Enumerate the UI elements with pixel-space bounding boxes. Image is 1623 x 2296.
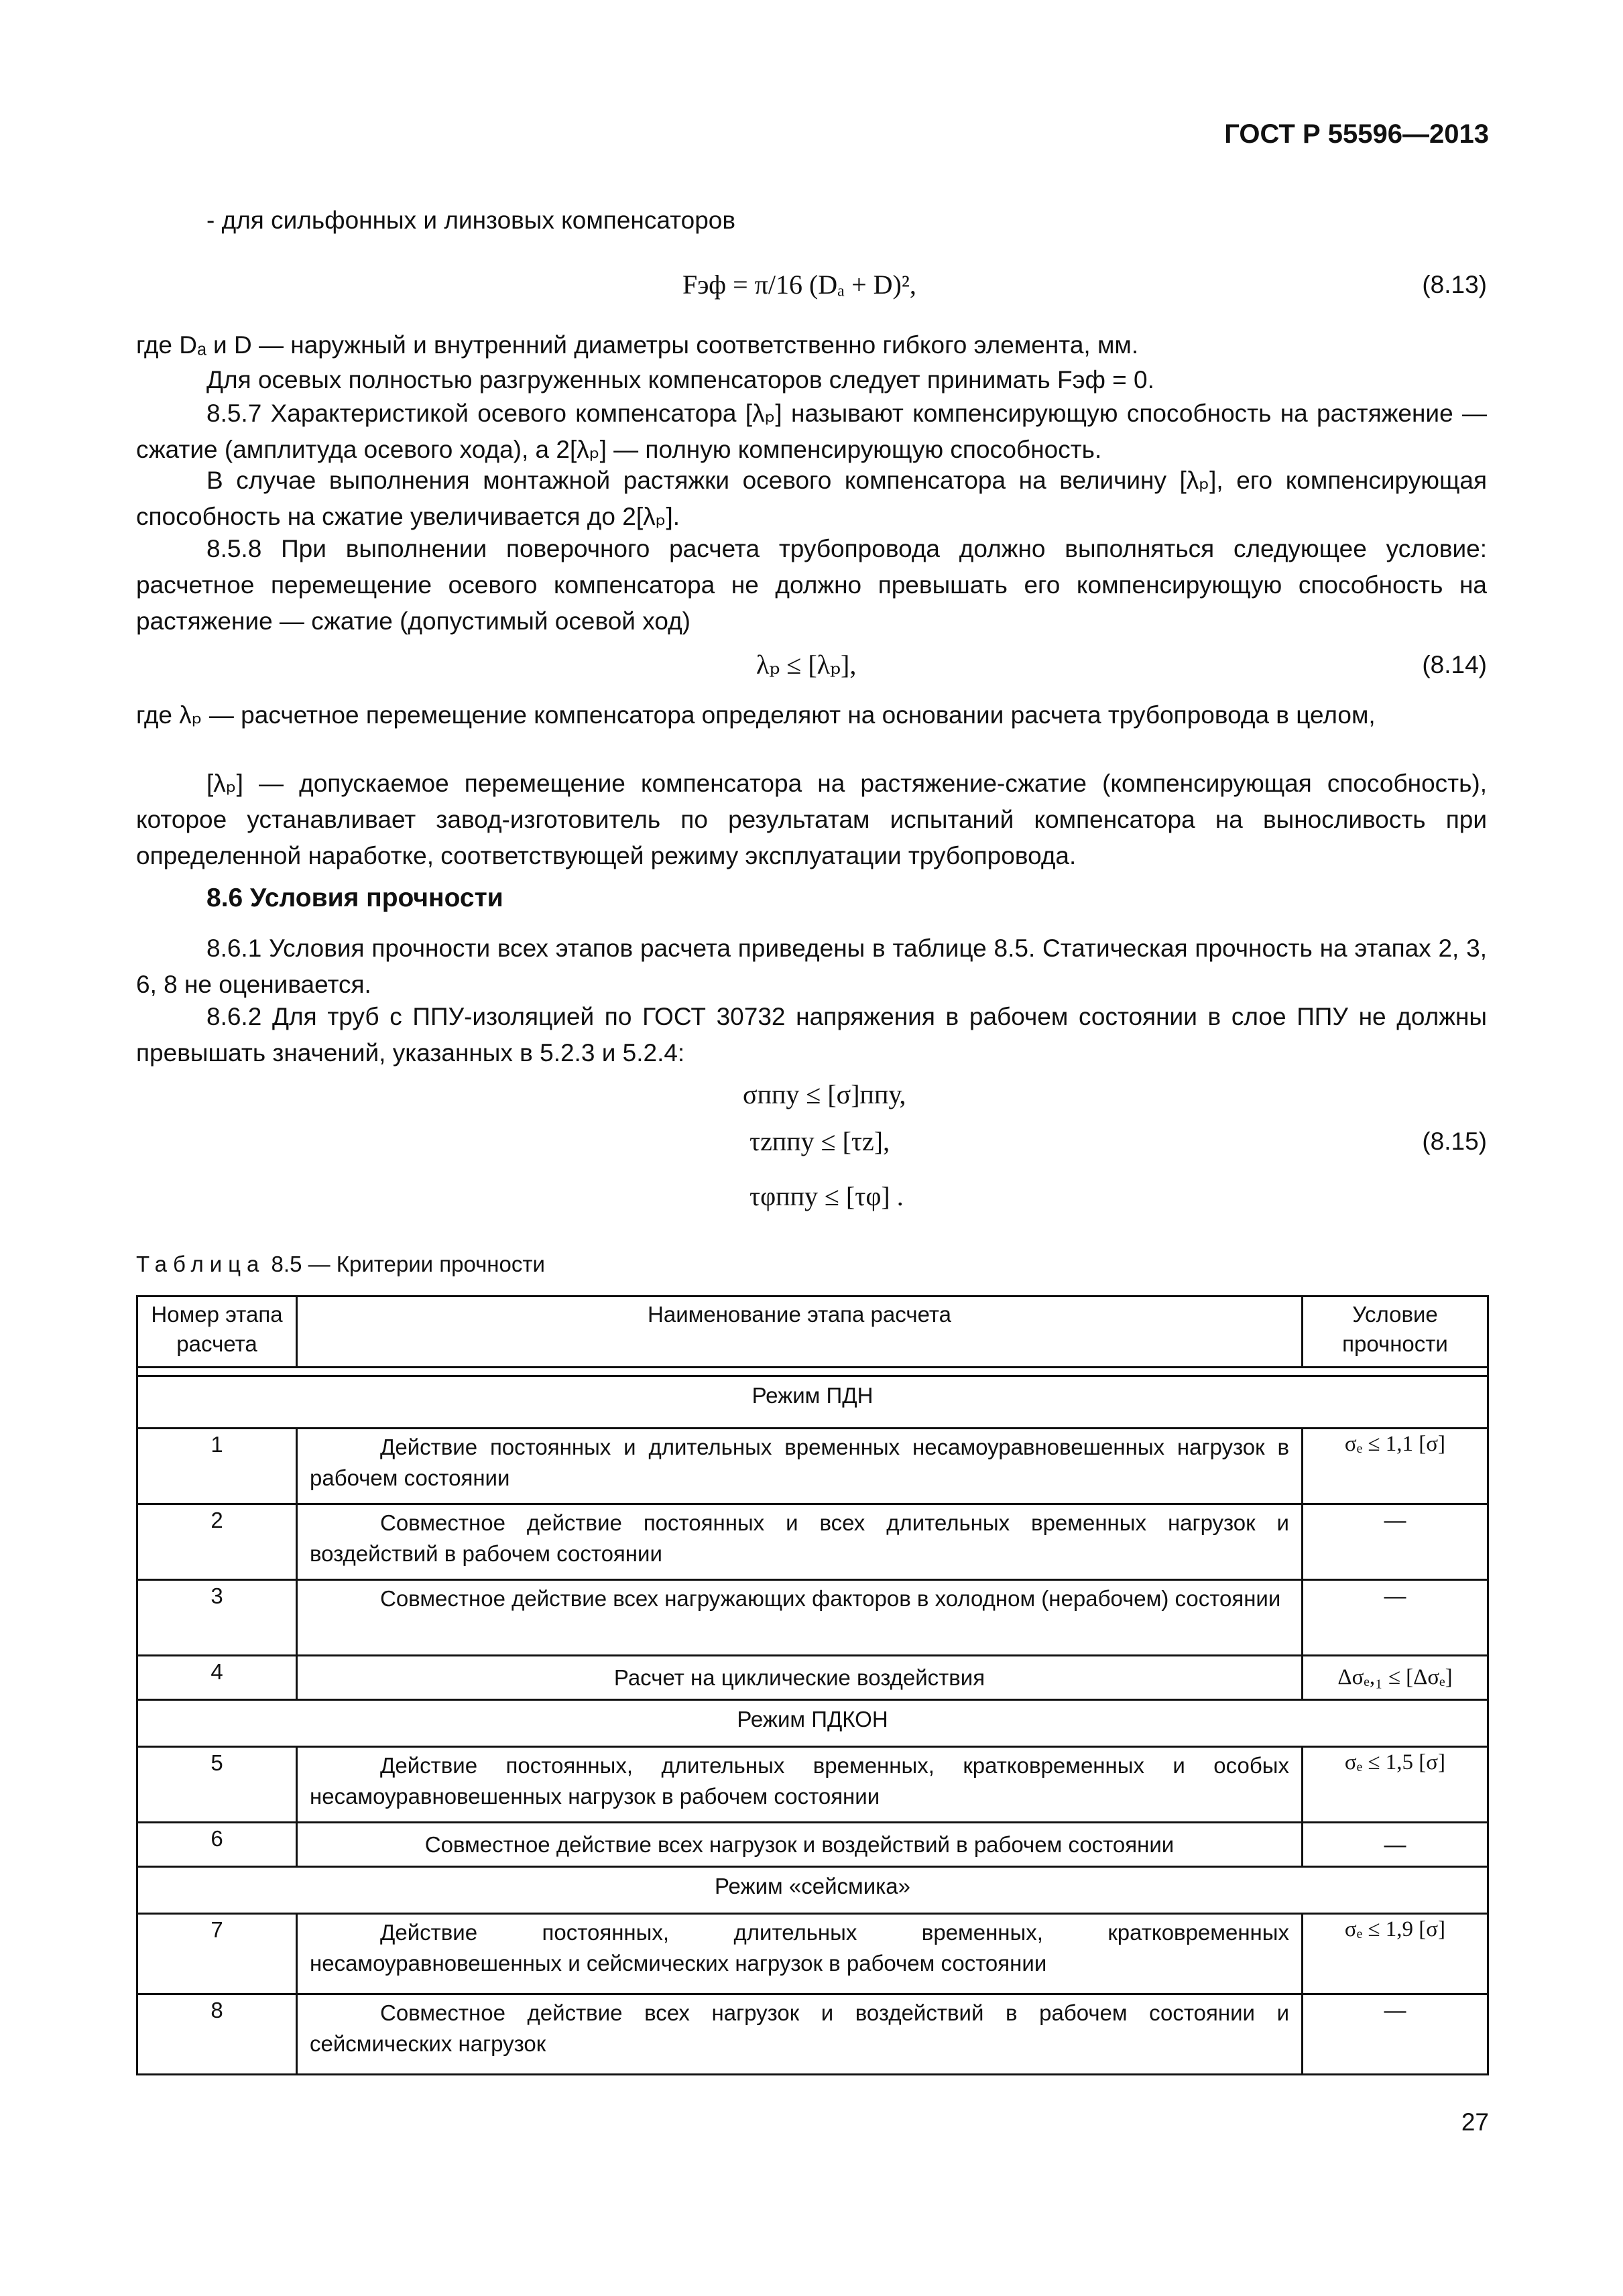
stage-number: 8 [137,1994,297,2075]
strength-condition: — [1303,1580,1488,1656]
header-strength-condition: Условие прочности [1303,1296,1488,1368]
strength-criteria-table [136,1295,1489,2075]
table-caption [136,1252,545,1277]
table-row [137,1747,1488,1823]
stage-number: 6 [137,1823,297,1867]
paragraph-bellows-intro: - для сильфонных и линзовых компенсаторов [206,206,736,234]
stage-name: Совместное действие всех нагрузок и воздействий в рабочем состоянии [297,1823,1303,1867]
table-row [137,1429,1488,1504]
paragraph-8-5-8: 8.5.8 При выполнении поверочного расчета трубопровода должно выполняться следующее условие: расчетное перемещение осевого компенсатора не должно превышать его компенсирующую способность на растяжение — сжатие (допустимый осевой ход) [136,535,1487,635]
table-row [137,1994,1488,2075]
mode-row-pdn [137,1376,1488,1429]
formula-8-13 [136,265,1487,305]
mode-label: Режим ПДКОН [137,1700,1488,1747]
table-row [137,1504,1488,1580]
formula-8-15-line-2 [136,1122,1487,1162]
header-stage-number: Номер этапа расчета [137,1296,297,1368]
mode-label: Режим ПДН [137,1376,1488,1429]
formula-8-14 [136,645,1487,685]
mode-row-pdkon [137,1700,1488,1747]
table-header-row [137,1296,1488,1368]
stage-number: 2 [137,1504,297,1580]
stage-number: 5 [137,1747,297,1823]
strength-condition: σₑ ≤ 1,9 [σ] [1303,1914,1488,1994]
paragraph-mounting-stretch: В случае выполнения монтажной растяжки осевого компенсатора на величину [λₚ], его компенсирующая способность на сжатие увеличивается до 2[λₚ]. [136,467,1487,530]
paragraph-8-5-7: 8.5.7 Характеристикой осевого компенсатора [λₚ] называют компенсирующую способность на растяжение — сжатие (амплитуда осевого хода), а 2[λₚ] — полную компенсирующую способность. [136,400,1487,463]
table-row [137,1914,1488,1994]
table-row [137,1656,1488,1700]
stage-name: Действие постоянных, длительных временных, кратковременных и особых несамоуравновешенных нагрузок в рабочем состоянии [297,1747,1303,1823]
paragraph-8-6-1: 8.6.1 Условия прочности всех этапов расчета приведены в таблице 8.5. Статическая прочность на этапах 2, 3, 6, 8 не оценивается. [136,934,1487,998]
stage-name: Действие постоянных и длительных временных несамоуравновешенных нагрузок в рабочем состоянии [297,1429,1303,1504]
stage-number: 4 [137,1656,297,1700]
stage-name: Совместное действие всех нагрузок и воздействий в рабочем состоянии и сейсмических нагрузок [297,1994,1303,2075]
stage-name: Совместное действие постоянных и всех длительных временных нагрузок и воздействий в рабочем состоянии [297,1504,1303,1580]
strength-condition: σₑ ≤ 1,5 [σ] [1303,1747,1488,1823]
header-stage-name: Наименование этапа расчета [297,1296,1303,1368]
table-row [137,1580,1488,1656]
strength-condition: σₑ ≤ 1,1 [σ] [1303,1429,1488,1504]
table-header-separator [137,1368,1488,1376]
formula-8-15-line-1-expression: σппу ≤ [σ]ппу, [743,1079,906,1109]
formula-8-15-line-2-expression: τzппу ≤ [τz], [749,1126,890,1156]
paragraph-allowed-displacement: [λₚ] — допускаемое перемещение компенсатора на растяжение-сжатие (компенсирующая способность), которое устанавливает завод-изготовитель по результатам испытаний компенсатора на выносливость при определенной наработке, соответствующей режиму эксплуатации трубопровода. [136,770,1487,869]
formula-8-14-expression: λₚ ≤ [λₚ], [756,650,857,680]
paragraph-lambda-definition: где λₚ — расчетное перемещение компенсатора определяют на основании расчета трубопровода в целом, [136,701,1376,729]
paragraph-diameters-definition: где Dₐ и D — наружный и внутренний диаметры соответственно гибкого элемента, мм. [136,331,1139,359]
table-caption-prefix: Таблица [136,1252,265,1276]
paragraph-8-6-2: 8.6.2 Для труб с ППУ-изоляцией по ГОСТ 30732 напряжения в рабочем состоянии в слое ППУ не должны превышать значений, указанных в 5.2.3 и 5.2.4: [136,1003,1487,1067]
formula-8-14-number: (8.14) [1422,651,1487,678]
mode-label: Режим «сейсмика» [137,1867,1488,1914]
formula-8-15-number: (8.15) [1422,1128,1487,1155]
stage-number: 7 [137,1914,297,1994]
strength-condition: Δσₑ,₁ ≤ [Δσₑ] [1303,1656,1488,1700]
paragraph-unloaded-compensators: Для осевых полностью разгруженных компенсаторов следует принимать Fэф = 0. [206,366,1154,394]
mode-row-seismic [137,1867,1488,1914]
section-title-8-6: 8.6 Условия прочности [206,884,503,912]
stage-number: 3 [137,1580,297,1656]
stage-number: 1 [137,1429,297,1504]
strength-condition: — [1303,1504,1488,1580]
document-code-header: ГОСТ Р 55596—2013 [1224,119,1489,149]
strength-condition: — [1303,1994,1488,2075]
strength-condition: — [1303,1823,1488,1867]
formula-8-13-expression: Fэф = π/16 (Dₐ + D)², [682,269,916,300]
table-row [137,1823,1488,1867]
formula-8-15-line-1 [136,1075,1487,1115]
stage-name: Действие постоянных, длительных временных, кратковременных несамоуравновешенных и сейсмических нагрузок в рабочем состоянии [297,1914,1303,1994]
formula-8-15-line-3 [136,1176,1487,1217]
stage-name: Расчет на циклические воздействия [297,1656,1303,1700]
formula-8-15-line-3-expression: τφппу ≤ [τφ] . [749,1181,904,1211]
formula-8-13-number: (8.13) [1422,271,1487,298]
stage-name: Совместное действие всех нагружающих факторов в холодном (нерабочем) состоянии [297,1580,1303,1656]
table-caption-title: 8.5 — Критерии прочности [265,1252,545,1276]
page-number: 27 [1461,2108,1489,2136]
